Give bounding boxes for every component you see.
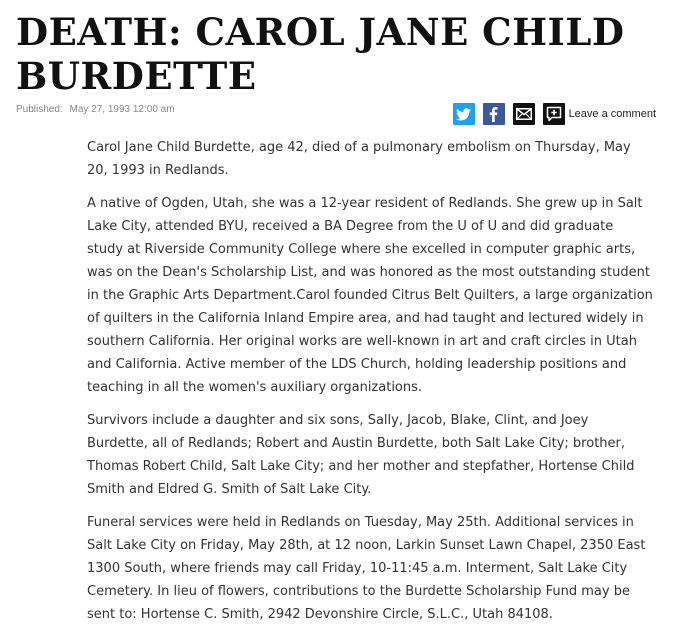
paragraph-4: Funeral services were held in Redlands on Tuesday, May 25th. Additional services in Salt Lake City on Friday, May 28th, at 12 noon, Larkin Sunset Lawn Chapel, 2350 East 1300 South, where friends may call Friday, 10-11:45 a.m. Interment, Salt Lake City Cemetery. In lieu of flowers, contributions to the Burdette Scholarship Fund may be sent to: Hortense C. Smith, 2942 Devonshire Circle, S.L.C., Utah 84108.	[87, 515, 646, 622]
article-meta	[16, 100, 664, 128]
article-body	[87, 136, 653, 636]
leave-comment-link[interactable]: Leave a comment	[568, 108, 656, 120]
published-timestamp: May 27, 1993 12:00 am	[69, 104, 175, 115]
facebook-share-button[interactable]	[483, 103, 505, 125]
published-label: Published:	[16, 104, 63, 115]
comment-icon	[546, 106, 562, 122]
facebook-icon	[489, 107, 498, 122]
twitter-share-button[interactable]	[453, 103, 475, 125]
comment-button[interactable]	[543, 103, 565, 125]
paragraph-3: Survivors include a daughter and six sons, Sally, Jacob, Blake, Clint, and Joey Burdette, all of Redlands; Robert and Austin Burdette, both Salt Lake City; brother, Thomas Robert Child, Salt Lake City; and her mother and stepfather, Hortense Child Smith and Eldred G. Smith of Salt Lake City.	[87, 413, 635, 497]
email-share-button[interactable]	[513, 103, 535, 125]
twitter-icon	[456, 108, 471, 121]
email-icon	[516, 108, 532, 120]
share-bar	[445, 102, 656, 126]
paragraph-1: Carol Jane Child Burdette, age 42, died of a pulmonary embolism on Thursday, May 20, 1993 in Redlands.	[87, 140, 631, 178]
article-title: DEATH: CAROL JANE CHILD BURDETTE	[16, 10, 625, 98]
published-date	[16, 104, 175, 115]
paragraph-2: A native of Ogden, Utah, she was a 12-year resident of Redlands. She grew up in Salt Lake City, attended BYU, received a BA Degree from the U of U and did graduate study at Riverside Community College where she excelled in computer graphic arts, was on the Dean's Scholarship List, and was honored as the most outstanding student in the Graphic Arts Department.Carol founded Citrus Belt Quilters, a large organization of quilters in the California Inland Empire area, and had taught and lectured widely in southern California. Her original works are well-known in art and craft circles in Utah and California. Active member of the LDS Church, holding leadership positions and teaching in all the women's auxiliary organizations.	[87, 196, 653, 395]
